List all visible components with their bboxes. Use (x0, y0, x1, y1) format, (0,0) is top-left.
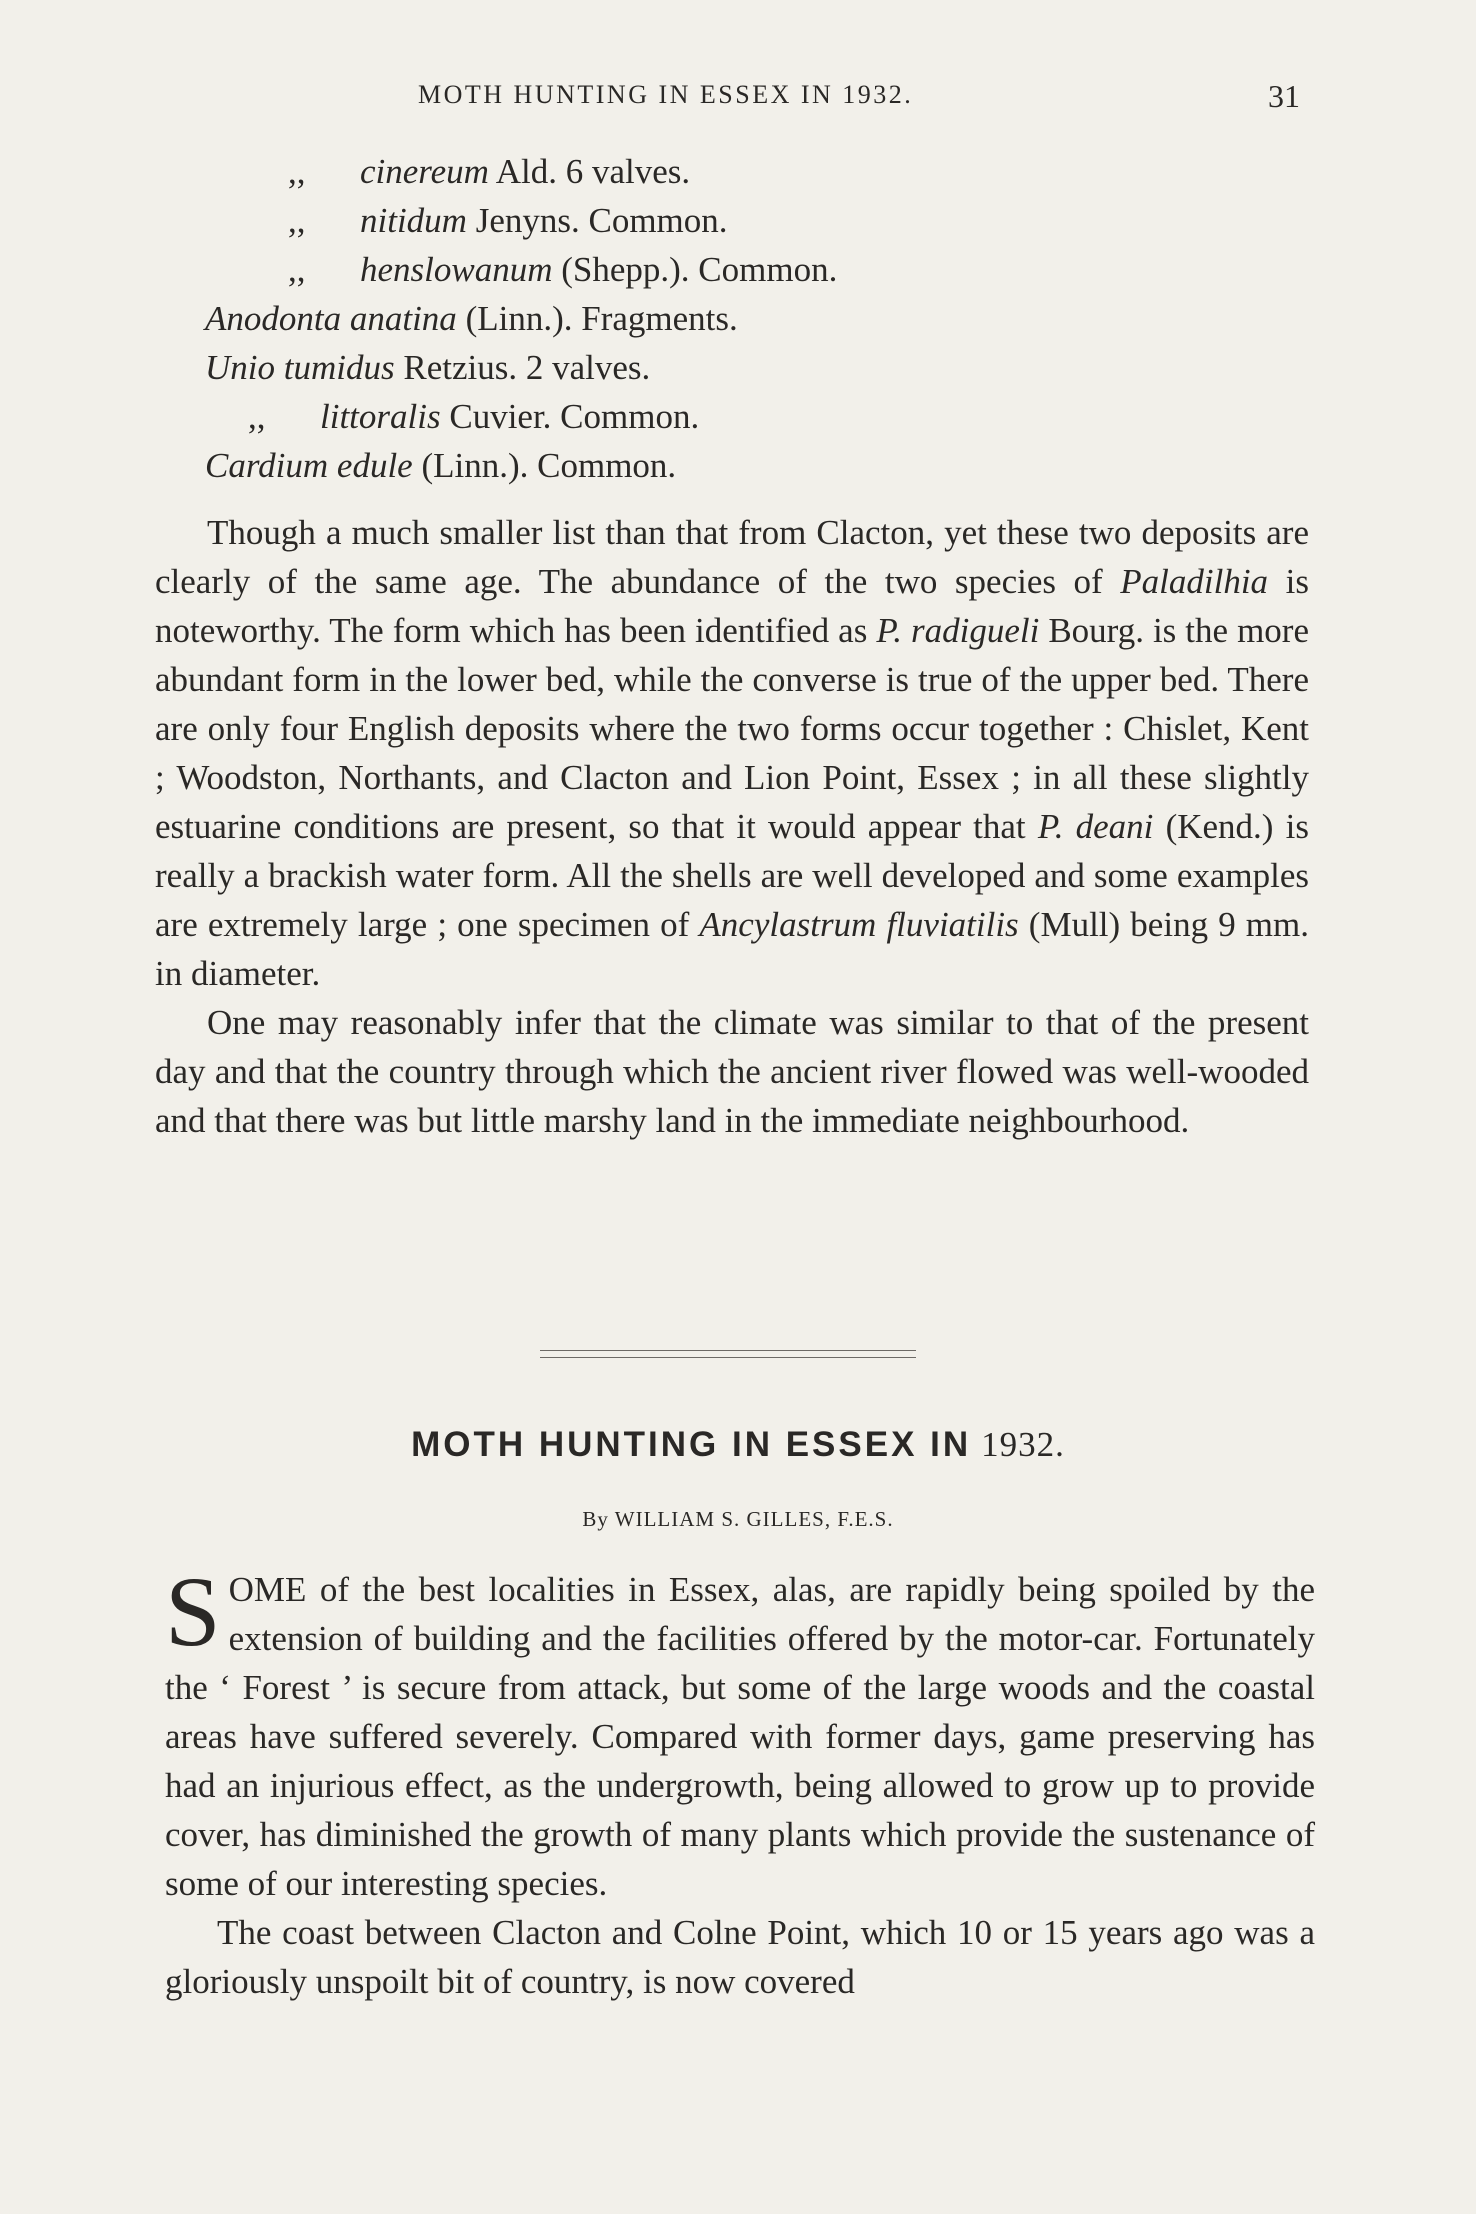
species-name: tumidus (283, 348, 395, 387)
species-details: (Linn.). Common. (421, 446, 677, 485)
species-details: Cuvier. Common. (449, 397, 700, 436)
species-row (205, 346, 650, 390)
species-row (248, 395, 699, 439)
article-byline: By WILLIAM S. GILLES, F.E.S. (582, 1507, 894, 1531)
species-name: nitidum (360, 201, 467, 240)
species-details: (Shepp.). Common. (561, 250, 838, 289)
italic-taxon: Paladilhia (1120, 562, 1269, 601)
section-divider (540, 1357, 916, 1358)
species-details: Jenyns. Common. (475, 201, 728, 240)
page-number: 31 (1268, 78, 1300, 114)
italic-taxon: Ancylastrum fluviatilis (699, 905, 1019, 944)
species-row (288, 150, 690, 194)
species-row (205, 297, 738, 341)
italic-taxon: P. deani (1037, 807, 1154, 846)
genus-name: Cardium (205, 446, 329, 485)
genus-name: Unio (205, 348, 275, 387)
article-paragraph: The coast between Clacton and Colne Point, which 10 or 15 years ago was a gloriously unspoilt bit of country, is now covered (165, 1913, 1315, 2001)
text-run: OME of the best localities in Essex, alas, are rapidly being spoiled by the extension of building and the facilities offered by the motor-car. Fortunately the ‘ Forest ’ is secure from attack, but some of the large woods and the coastal areas have suffered severely. Compared with former days, game preserving has had an injurious effect, as the undergrowth, being allowed to grow up to provide cover, has diminished the growth of many plants which provide the sustenance of some of our interesting species. (165, 1570, 1315, 1903)
species-name: cinereum (360, 152, 489, 191)
discussion-text (155, 508, 1309, 1145)
text-run: (Kend.) is really a brackish water form. All the shells are well developed and some examples are extremely large ; one specimen of (155, 807, 1309, 944)
species-name: edule (336, 446, 413, 485)
text-run: Though a much smaller list than that from Clacton, yet these two deposits are clearly of the same age. The abundance of the two species of (155, 513, 1309, 601)
text-run: is noteworthy. The form which has been identified as (155, 562, 1309, 650)
drop-cap: S (165, 1556, 221, 1667)
discussion-paragraph (155, 508, 1309, 998)
text-run: Bourg. is the more abundant form in the lower bed, while the converse is true of the upper bed. There are only four English deposits where the two forms occur together : Chislet, Kent ; Woodston, Northants, and Clacton and Lion Point, Essex ; in all these slightly estuarine conditions are present, so that it would appear that (155, 611, 1309, 846)
species-details: Retzius. 2 valves. (403, 348, 651, 387)
species-details: (Linn.). Fragments. (465, 299, 738, 338)
discussion-paragraph: One may reasonably infer that the climate was similar to that of the present day and that the country through which the ancient river flowed was well-wooded and that there was but little marshy land in the immediate neighbourhood. (155, 1003, 1309, 1140)
species-name: littoralis (320, 397, 441, 436)
article-paragraph (165, 1556, 1315, 1908)
article-body (165, 1556, 1315, 2006)
text-run: (Mull) being 9 mm. in diameter. (155, 905, 1310, 993)
running-title: MOTH HUNTING IN ESSEX IN 1932. (418, 80, 914, 109)
article-title-year: 1932. (981, 1425, 1065, 1464)
section-divider (540, 1350, 916, 1351)
species-name: henslowanum (360, 250, 553, 289)
italic-taxon: P. radigueli (876, 611, 1040, 650)
ditto-mark: ,, (288, 201, 306, 240)
article-title (0, 1425, 1476, 1465)
article-title-text: MOTH HUNTING IN ESSEX IN (411, 1425, 972, 1464)
species-row (205, 444, 676, 488)
genus-name: Anodonta (205, 299, 342, 338)
running-head (0, 80, 1476, 120)
species-row (288, 199, 728, 243)
ditto-mark: ,, (288, 152, 306, 191)
ditto-mark: ,, (288, 250, 306, 289)
species-details: Ald. 6 valves. (495, 152, 691, 191)
ditto-mark: ,, (248, 397, 266, 436)
species-name: anatina (349, 299, 457, 338)
species-row (288, 248, 837, 292)
